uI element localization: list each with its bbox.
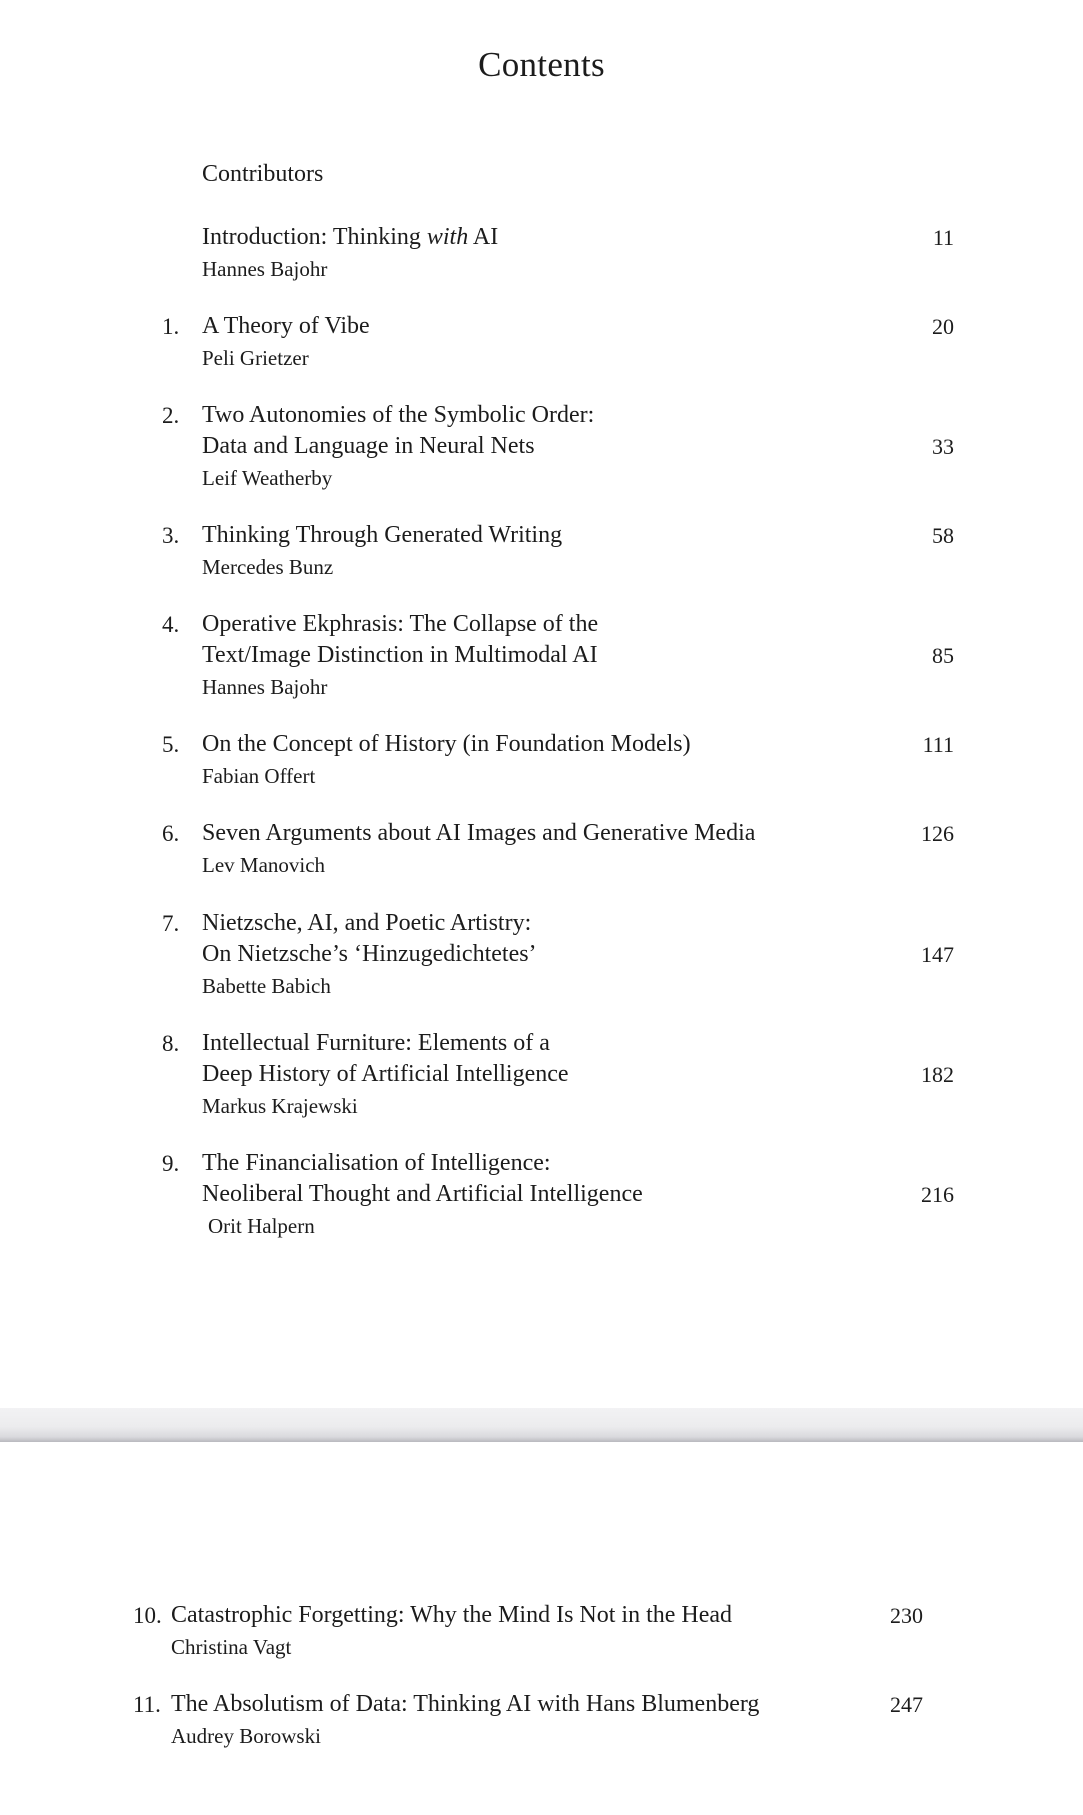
- entry-page-number: 85: [932, 643, 954, 668]
- entry-title-line: On Nietzsche’s ‘Hinzugedichtetes’: [202, 941, 537, 967]
- page-title: Contents: [478, 45, 605, 84]
- entry-author: Christina Vagt: [171, 1635, 292, 1659]
- entry-author: Hannes Bajohr: [202, 257, 328, 281]
- entry-page-number: 247: [890, 1692, 923, 1717]
- entry-number: 8.: [162, 1031, 180, 1056]
- entry-author: Mercedes Bunz: [202, 555, 334, 579]
- entry-number: 9.: [162, 1151, 180, 1176]
- entry-number: 4.: [162, 612, 180, 637]
- entry-title-line: Operative Ekphrasis: The Collapse of the: [202, 611, 599, 637]
- entry-page-number: 230: [890, 1603, 923, 1628]
- entry-title: [202, 222, 842, 253]
- entry-author: Hannes Bajohr: [202, 675, 328, 699]
- entry-page-number: 182: [921, 1062, 954, 1087]
- entry-page-number: 216: [921, 1182, 954, 1207]
- entry-title-line: A Theory of Vibe: [202, 313, 370, 339]
- entry-title-line: Thinking Through Generated Writing: [202, 522, 563, 548]
- entry-author: Fabian Offert: [202, 764, 316, 788]
- entry-title-line: Deep History of Artificial Intelligence: [202, 1061, 569, 1087]
- entry-author: Leif Weatherby: [202, 466, 333, 490]
- entry-title-line: On the Concept of History (in Foundation Models): [202, 731, 691, 757]
- entry-title-line: Nietzsche, AI, and Poetic Artistry:: [202, 910, 532, 936]
- entry-author: Audrey Borowski: [171, 1724, 321, 1748]
- entry-page-number: 20: [932, 314, 954, 339]
- entry-title-line: Text/Image Distinction in Multimodal AI: [202, 642, 598, 668]
- entry-number: 3.: [162, 523, 180, 548]
- entry-title-line: Catastrophic Forgetting: Why the Mind Is Not in the Head: [171, 1602, 733, 1628]
- entry-title-line: Data and Language in Neural Nets: [202, 433, 535, 459]
- entry-title-line: Seven Arguments about AI Images and Generative Media: [202, 820, 756, 846]
- entry-number: 2.: [162, 403, 180, 428]
- entry-author: Orit Halpern: [208, 1214, 315, 1238]
- entry-page-number: 126: [921, 821, 954, 846]
- title-part: Introduction: Thinking: [202, 224, 427, 250]
- entry-number: 5.: [162, 732, 180, 757]
- entry-number: 1.: [162, 314, 180, 339]
- page-separator: [0, 1408, 1083, 1442]
- entry-author: Lev Manovich: [202, 853, 326, 877]
- entry-title-line: The Absolutism of Data: Thinking AI with Hans Blumenberg: [171, 1691, 760, 1717]
- entry-page-number: 58: [932, 523, 954, 548]
- toc-page-2: [0, 1442, 1083, 1815]
- entry-page-number: 111: [922, 732, 954, 757]
- entry-page-number: 11: [932, 225, 954, 250]
- entry-author: Babette Babich: [202, 974, 331, 998]
- entry-page-number: 33: [932, 434, 954, 459]
- entry-title-line: The Financialisation of Intelligence:: [202, 1150, 551, 1176]
- entry-title: Contributors: [202, 161, 324, 187]
- entry-author: Peli Grietzer: [202, 346, 309, 370]
- title-part: AI: [468, 224, 499, 250]
- entry-number: 11.: [133, 1692, 161, 1717]
- entry-page-number: 147: [921, 942, 954, 967]
- entry-author: Markus Krajewski: [202, 1094, 358, 1118]
- entry-title-line: Intellectual Furniture: Elements of a: [202, 1030, 550, 1056]
- entry-number: 7.: [162, 911, 180, 936]
- title-emphasis: with: [426, 224, 469, 250]
- entry-number: 6.: [162, 821, 180, 846]
- entry-number: 10.: [133, 1603, 162, 1628]
- entry-title-line: Neoliberal Thought and Artificial Intelligence: [202, 1181, 643, 1207]
- entry-title-line: Two Autonomies of the Symbolic Order:: [202, 402, 595, 428]
